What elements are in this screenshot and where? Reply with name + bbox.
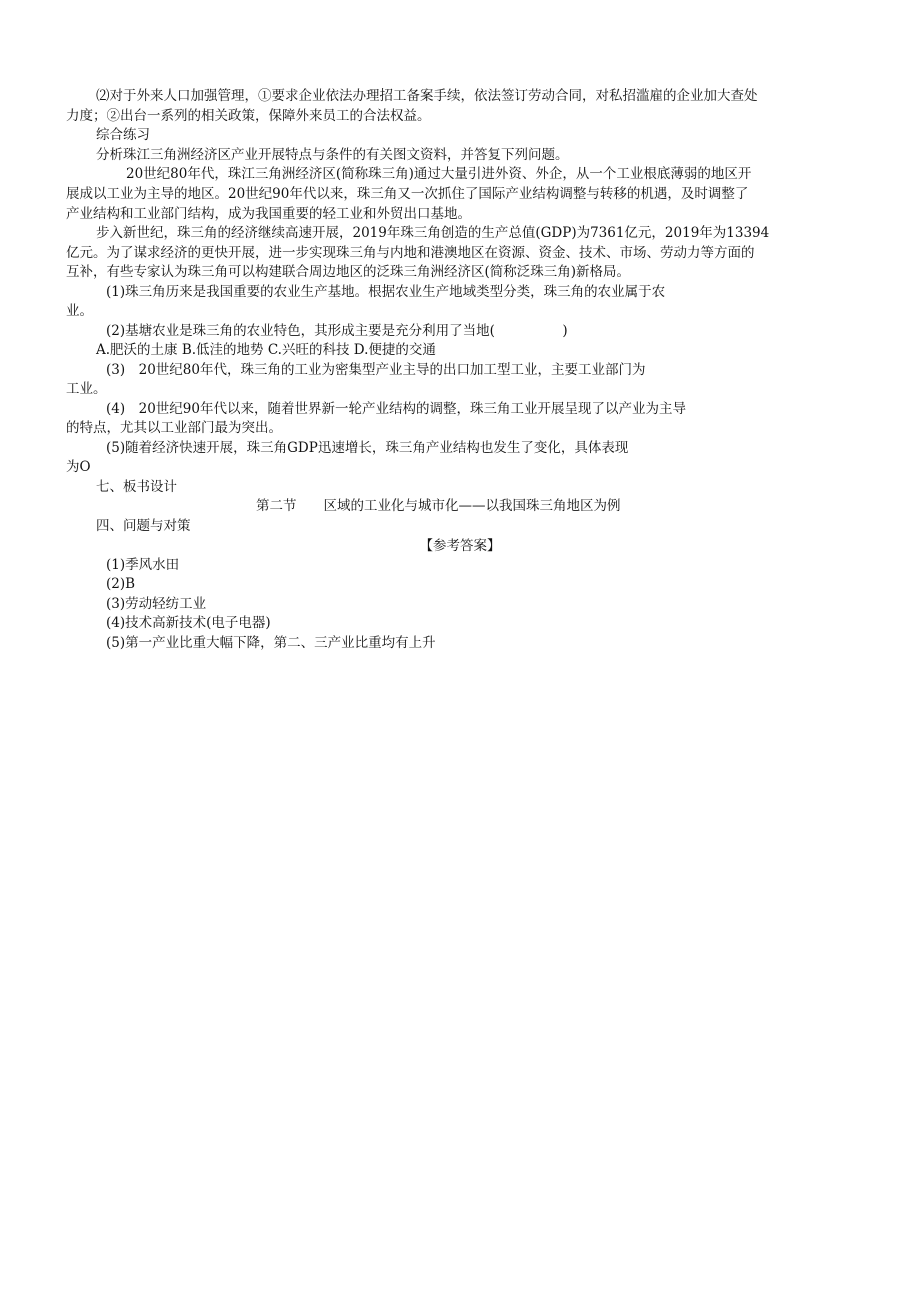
answer-options: A.肥沃的土康 B.低洼的地势 C.兴旺的科技 D.便捷的交通 [96, 342, 436, 358]
answer-item: (4)技术高新技术(电子电器) [106, 615, 271, 631]
section-heading: 综合练习 [96, 127, 150, 143]
text-line: 互补，有些专家认为珠三角可以构建联合周边地区的泛珠三角洲经济区(简称泛珠三角)新格局。 [66, 264, 631, 280]
answer-item: (5)第一产业比重大幅下降，第二、三产业比重均有上升 [106, 635, 436, 651]
text-line: 步入新世纪，珠三角的经济继续高速开展，2019年珠三角创造的生产总值(GDP)为7361亿元，2019年为13394 [96, 225, 770, 241]
text-line: 分析珠江三角洲经济区产业开展特点与条件的有关图文资料，并答复下列问题。 [96, 147, 569, 163]
text-line: 力度；②出台一系列的相关政策，保障外来员工的合法权益。 [66, 108, 431, 124]
section-heading: 七、板书设计 [96, 479, 177, 495]
question-2: (2)基塘农业是珠三角的农业特色，其形成主要是充分利用了当地( ) [106, 323, 568, 339]
text-line: 亿元。为了谋求经济的更快开展，进一步实现珠三角与内地和港澳地区在资源、资金、技术、市场、劳动力等方面的 [66, 245, 755, 261]
text-line: 的特点，尤其以工业部门最为突出。 [66, 420, 282, 436]
text-line: 产业结构和工业部门结构，成为我国重要的轻工业和外贸出口基地。 [66, 206, 471, 222]
text-line: 展成以工业为主导的地区。20世纪90年代以来，珠三角又一次抓住了国际产业结构调整与转移的机遇，及时调整了 [66, 186, 749, 202]
question-1: (1)珠三角历来是我国重要的农业生产基地。根据农业生产地域类型分类，珠三角的农业属于农 [106, 284, 666, 300]
section-heading: 四、问题与对策 [96, 518, 191, 534]
question-5: (5)随着经济快速开展，珠三角GDP迅速增长，珠三角产业结构也发生了变化，具体表现 [106, 440, 629, 456]
question-3: (3) 20世纪80年代，珠三角的工业为密集型产业主导的出口加工型工业，主要工业部门为 [106, 362, 646, 378]
text-line: ⑵对于外来人口加强管理，①要求企业依法办理招工备案手续，依法签订劳动合同，对私招滥雇的企业加大查处 [96, 88, 758, 104]
text-line: 为O [66, 459, 91, 475]
answer-item: (1)季风水田 [106, 557, 180, 573]
text-line: 工业。 [66, 381, 107, 397]
text-line: 20世纪80年代，珠江三角洲经济区(简称珠三角)通过大量引进外资、外企，从一个工业根底薄弱的地区开 [126, 166, 752, 182]
answer-key-heading: 【参考答案】 [419, 538, 501, 554]
answer-item: (3)劳动轻纺工业 [106, 596, 207, 612]
text-line: 业。 [66, 303, 93, 319]
question-4: (4) 20世纪90年代以来，随着世界新一轮产业结构的调整，珠三角工业开展呈现了以产业为主导 [106, 401, 686, 417]
board-design-title: 第二节 区域的工业化与城市化——以我国珠三角地区为例 [256, 498, 621, 514]
answer-item: (2)B [106, 576, 136, 592]
